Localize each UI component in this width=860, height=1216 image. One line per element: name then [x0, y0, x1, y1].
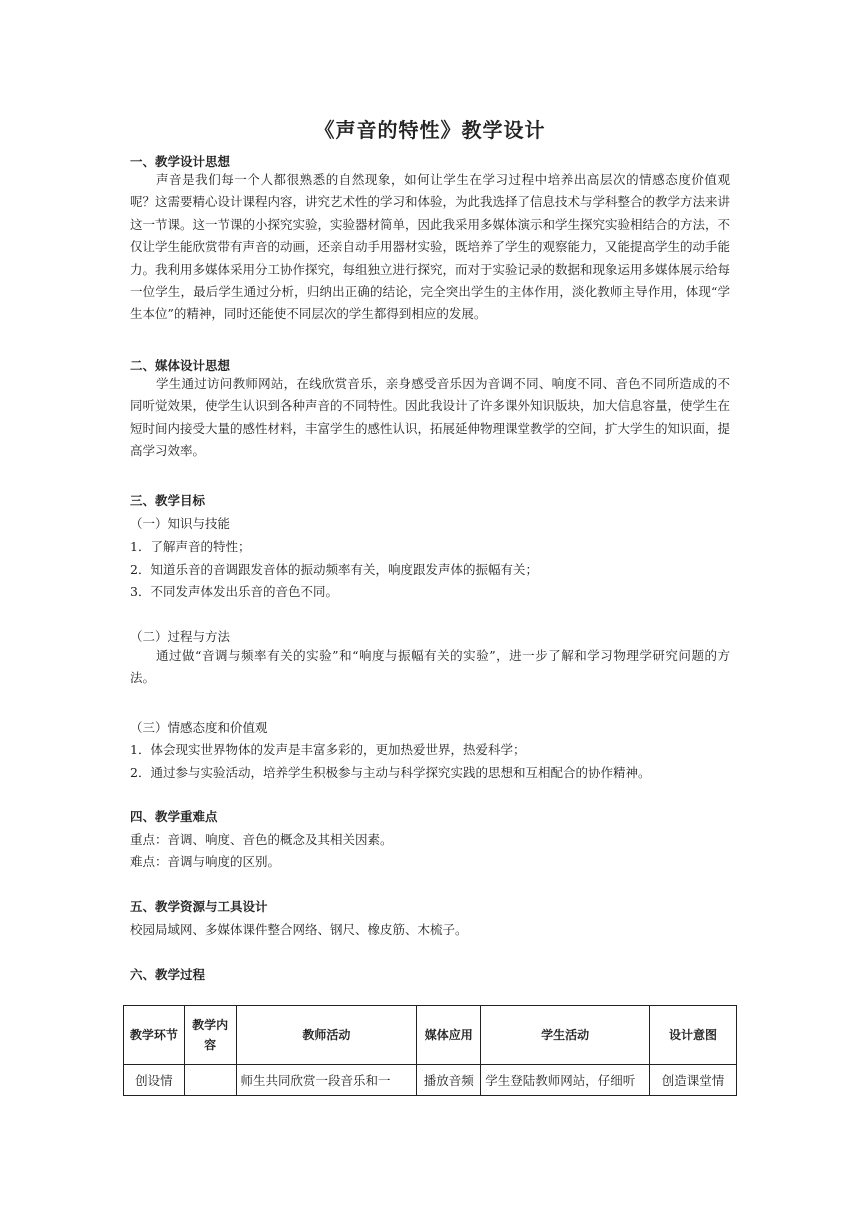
list-item: 3．不同发声体发出乐音的音色不同。	[130, 584, 338, 599]
list-item: 2．知道乐音的音调跟发音体的振动频率有关，响度跟发声体的振幅有关；	[130, 562, 538, 577]
list-item: 1．了解声音的特性；	[130, 539, 251, 554]
table-cell: 播放音频	[417, 1065, 481, 1096]
table-cell: 师生共同欣赏一段音乐和一	[236, 1065, 417, 1096]
table-header-cell: 设计意图	[650, 1006, 737, 1065]
teaching-process-table	[123, 1005, 737, 1096]
table-header-cell: 教师活动	[236, 1006, 417, 1065]
table-row	[124, 1065, 737, 1096]
section-heading-1: 一、教学设计思想	[130, 154, 231, 169]
list-item: 1．体会现实世界物体的发声是丰富多彩的，更加热爱世界，热爱科学；	[130, 742, 526, 757]
section-heading-5: 五、教学资源与工具设计	[130, 899, 268, 914]
table-header-cell: 学生活动	[481, 1006, 650, 1065]
resources-text: 校园局域网、多媒体课件整合网络、钢尺、橡皮筋、木梳子。	[130, 922, 468, 937]
section-paragraph-1: 声音是我们每一个人都很熟悉的自然现象，如何让学生在学习过程中培养出高层次的情感态度价值观呢？这需要精心设计课程内容，讲究艺术性的学习和体验，为此我选择了信息技术与学科整合的教学方法来讲这一节课。这一节课的小探究实验，实验器材简单，因此我采用多媒体演示和学生探究实验相结合的方法，不仅让学生能欣赏带有声音的动画，还亲自动手用器材实验，既培养了学生的观察能力，又能提高学生的动手能力。我利用多媒体采用分工协作探究，每组独立进行探究，而对于实验记录的数据和现象运用多媒体展示给每一位学生，最后学生通过分析，归纳出正确的结论，完全突出学生的主体作用，淡化教师主导作用，体现“学生本位”的精神，同时还能使不同层次的学生都得到相应的发展。	[130, 172, 731, 322]
subsection-heading-knowledge: （一）知识与技能	[130, 516, 231, 531]
list-item: 2．通过参与实验活动，培养学生积极参与主动与科学探究实践的思想和互相配合的协作精神。	[130, 765, 651, 780]
table-header-cell: 教学内容	[184, 1006, 236, 1065]
section-heading-3: 三、教学目标	[130, 493, 206, 508]
section-paragraph-2: 学生通过访问教师网站，在线欣赏音乐，亲身感受音乐因为音调不同、响度不同、音色不同所造成的不同听觉效果，使学生认识到各种声音的不同特性。因此我设计了许多课外知识版块，加大信息容量，使学生在短时间内接受大量的感性材料，丰富学生的感性认识，拓展延伸物理课堂教学的空间，扩大学生的知识面，提高学习效率。	[130, 376, 731, 459]
section-heading-4: 四、教学重难点	[130, 809, 218, 824]
subsection-heading-process: （二）过程与方法	[130, 629, 231, 644]
table-header-cell: 教学环节	[124, 1006, 185, 1065]
table-header-row	[124, 1006, 737, 1065]
table-cell	[184, 1065, 236, 1096]
key-point: 重点：音调、响度、音色的概念及其相关因素。	[130, 832, 393, 847]
section-heading-6: 六、教学过程	[130, 967, 206, 982]
subsection-heading-values: （三）情感态度和价值观	[130, 720, 268, 735]
table-cell: 创造课堂情	[650, 1065, 737, 1096]
section-heading-2: 二、媒体设计思想	[130, 358, 231, 373]
subsection-paragraph-process: 通过做“音调与频率有关的实验”和“响度与振幅有关的实验”，进一步了解和学习物理学研究问题的方法。	[130, 648, 730, 686]
table-cell: 学生登陆教师网站，仔细听	[481, 1065, 650, 1096]
table-cell: 创设情	[124, 1065, 185, 1096]
difficult-point: 难点：音调与响度的区别。	[130, 854, 281, 869]
table-header-cell: 媒体应用	[417, 1006, 481, 1065]
document-title: 《声音的特性》教学设计	[314, 118, 546, 142]
